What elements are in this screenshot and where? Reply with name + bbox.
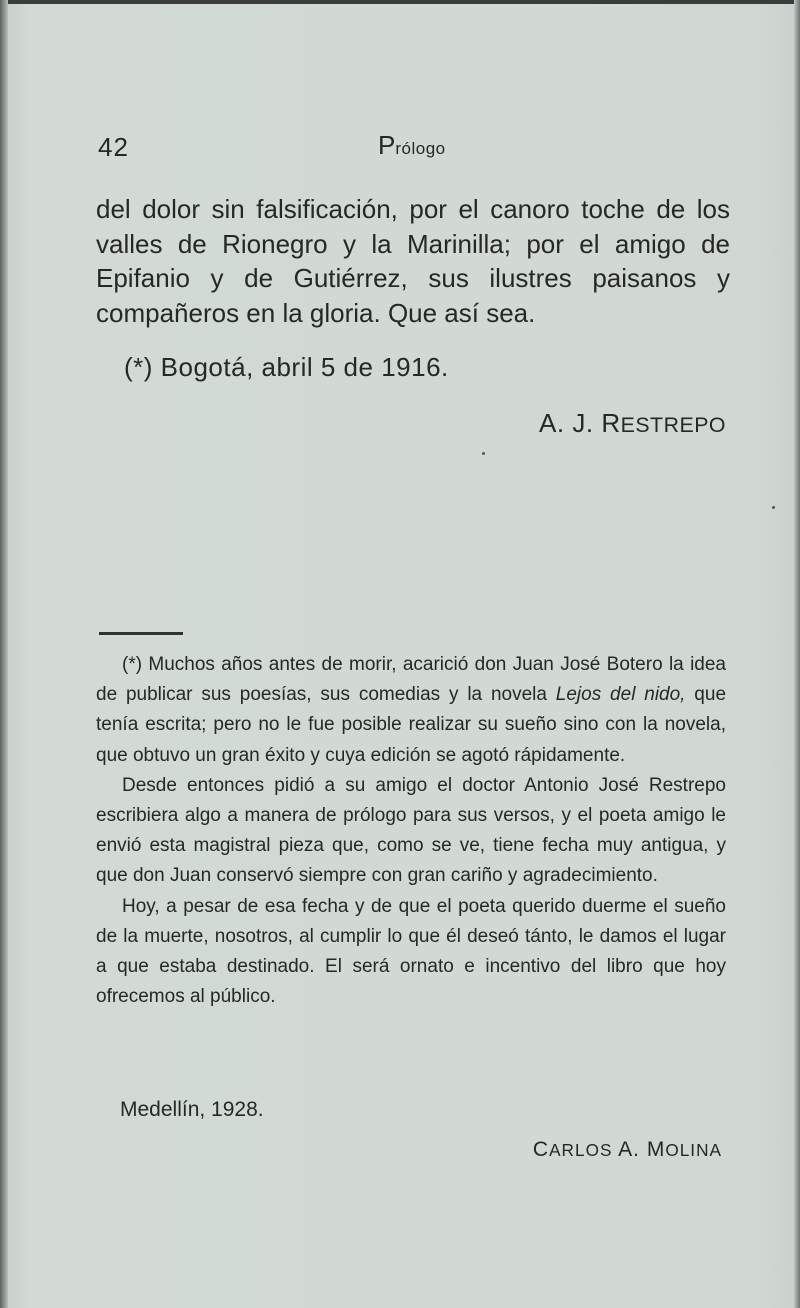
footnote-text: (*) Muchos años antes de morir, acarició don Juan José Botero la idea de publicar sus poesías, sus comedias y la novela	[96, 654, 726, 706]
main-paragraph: del dolor sin falsificación, por el canoro toche de los valles de Rionegro y la Marinilla; por el amigo de Epifanio y de Gutiérrez, sus ilustres paisanos y compañeros en la gloria. Que así sea.	[96, 194, 730, 328]
ink-speck	[772, 506, 775, 509]
ink-speck	[482, 452, 485, 455]
footnote-paragraph-2: Desde entonces pidió a su amigo el doctor Antonio José Restrepo escribiera algo a manera de prólogo para sus versos, y el poeta amigo le envió esta magistral pieza que, como se ve, tiene fecha muy antigua, y que don Juan conservó siempre con gran cariño y agradecimiento.	[96, 774, 726, 887]
author-signature: A. J. RESTREPO	[539, 408, 726, 438]
page-right-edge	[794, 0, 800, 1308]
novel-title: Lejos del nido,	[555, 684, 686, 706]
editor-signature: CARLOS A. MOLINA	[532, 1138, 722, 1161]
page-number: 42	[98, 132, 129, 162]
page-top-edge	[0, 0, 800, 4]
footnote	[96, 650, 726, 1012]
place-date: Medellín, 1928.	[120, 1098, 264, 1121]
footnote-rule	[99, 632, 183, 635]
footnote-paragraph-1	[96, 650, 726, 771]
footnote-text: que tenía escrita; pero no le fue posible realizar su sueño sino con la novela, que obtuvo un gran éxito y cuya edición se agotó rápidamente.	[96, 684, 727, 766]
footnote-paragraph-3: Hoy, a pesar de esa fecha y de que el poeta querido duerme el sueño de la muerte, nosotros, al cumplir lo que él deseó tánto, le damos el lugar a que estaba destinado. El será ornato e incentivo del libro que hoy ofrecemos al público.	[96, 895, 726, 1008]
running-head: Prólogo	[378, 130, 446, 160]
date-line: (*) Bogotá, abril 5 de 1916.	[124, 352, 449, 382]
page-left-edge	[0, 0, 8, 1308]
